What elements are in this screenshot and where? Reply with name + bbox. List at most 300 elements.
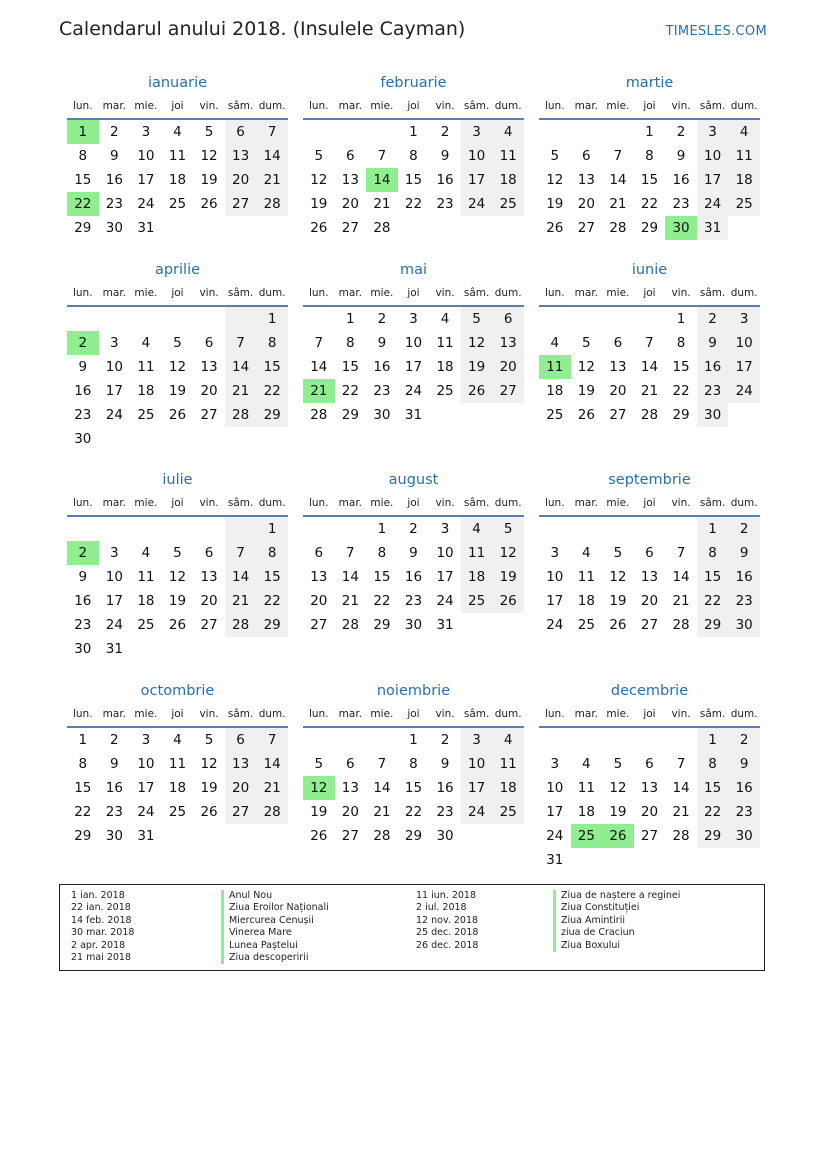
weekday-label: joi <box>643 708 656 720</box>
day-cell: 16 <box>436 172 454 188</box>
day-cell: 17 <box>546 804 564 820</box>
empty-cell <box>256 824 288 848</box>
day-cell: 9 <box>697 331 729 355</box>
weekday-label: lun. <box>72 708 93 720</box>
weekday-label: sâm. <box>227 497 254 509</box>
day-cell: 10 <box>461 752 493 776</box>
day-cell: 20 <box>640 593 659 609</box>
day-cell: 20 <box>492 355 524 379</box>
day-cell: 14 <box>225 565 257 589</box>
weekday-label: vin. <box>435 708 455 720</box>
weekday-header <box>539 94 760 120</box>
day-cell: 22 <box>67 192 99 216</box>
day-cell: 1 <box>346 311 355 327</box>
legend-holiday-date: 11 iun. 2018 <box>416 890 477 901</box>
weekday-label: dum. <box>494 708 522 720</box>
days-grid <box>303 517 524 637</box>
empty-cell <box>256 637 288 661</box>
day-cell: 10 <box>546 569 564 585</box>
days-grid <box>303 728 524 848</box>
day-cell: 9 <box>78 569 88 585</box>
weekday-label: joi <box>407 497 420 509</box>
weekday-label: lun. <box>544 100 565 112</box>
weekday-header <box>303 702 524 728</box>
day-cell: 3 <box>461 728 493 752</box>
day-cell: 16 <box>74 593 92 609</box>
weekday-label: mar. <box>102 100 127 112</box>
weekday-header <box>67 281 288 307</box>
day-cell: 15 <box>256 565 288 589</box>
empty-cell <box>67 307 99 331</box>
day-cell: 22 <box>672 383 690 399</box>
days-grid <box>539 517 760 637</box>
day-cell: 3 <box>461 120 493 144</box>
day-cell: 5 <box>204 732 214 748</box>
weekday-header <box>539 491 760 517</box>
day-cell: 2 <box>67 331 99 355</box>
weekday-label: sâm. <box>699 708 726 720</box>
day-cell: 10 <box>137 756 155 772</box>
empty-cell <box>256 216 288 240</box>
empty-cell <box>193 517 225 541</box>
weekday-label: mie. <box>606 287 630 299</box>
day-cell: 30 <box>105 220 123 236</box>
weekday-label: lun. <box>308 100 329 112</box>
day-cell: 14 <box>256 752 288 776</box>
weekday-label: lun. <box>308 497 329 509</box>
legend-holiday-date: 14 feb. 2018 <box>71 914 132 926</box>
day-cell: 10 <box>461 144 493 168</box>
weekday-label: joi <box>171 708 184 720</box>
legend-holiday-date: 21 mai 2018 <box>71 952 132 964</box>
site-link[interactable]: TIMESLES.COM <box>665 24 767 39</box>
day-cell: 5 <box>461 307 493 331</box>
empty-cell <box>162 216 194 240</box>
day-cell: 25 <box>546 407 564 423</box>
empty-cell <box>162 307 194 331</box>
legend-holiday-date: 22 ian. 2018 <box>71 902 131 914</box>
day-cell: 28 <box>341 617 359 633</box>
empty-cell <box>539 517 571 541</box>
day-cell: 30 <box>436 828 454 844</box>
day-cell: 15 <box>74 172 92 188</box>
day-cell: 3 <box>141 124 151 140</box>
day-cell: 21 <box>225 379 257 403</box>
weekday-label: mar. <box>102 708 127 720</box>
day-cell: 1 <box>256 307 288 331</box>
empty-cell <box>193 216 225 240</box>
days-grid <box>303 120 524 240</box>
day-cell: 12 <box>546 172 564 188</box>
month-ianuarie <box>67 72 288 240</box>
day-cell: 30 <box>697 403 729 427</box>
day-cell: 27 <box>577 220 595 236</box>
weekday-label: joi <box>643 497 656 509</box>
day-cell: 28 <box>640 407 659 423</box>
day-cell: 25 <box>492 800 524 824</box>
empty-cell <box>130 307 162 331</box>
day-cell: 25 <box>728 192 760 216</box>
day-cell: 18 <box>461 565 493 589</box>
weekday-label: dum. <box>258 100 286 112</box>
day-cell: 19 <box>310 196 328 212</box>
empty-cell <box>162 637 194 661</box>
day-cell: 10 <box>546 780 564 796</box>
day-cell: 11 <box>492 752 524 776</box>
weekday-label: joi <box>643 100 656 112</box>
weekday-label: vin. <box>435 287 455 299</box>
day-cell: 26 <box>546 220 564 236</box>
weekday-label: vin. <box>199 287 219 299</box>
day-cell: 7 <box>676 756 686 772</box>
day-cell: 31 <box>137 828 155 844</box>
weekday-label: sâm. <box>227 100 254 112</box>
day-cell: 24 <box>461 800 493 824</box>
day-cell: 23 <box>436 804 454 820</box>
day-cell: 9 <box>440 148 450 164</box>
month-iulie <box>67 469 288 661</box>
day-cell: 1 <box>78 732 88 748</box>
day-cell: 22 <box>256 589 288 613</box>
days-grid <box>539 307 760 427</box>
month-octombrie <box>67 680 288 848</box>
weekday-label: sâm. <box>699 497 726 509</box>
day-cell: 12 <box>200 148 218 164</box>
day-cell: 12 <box>168 569 187 585</box>
day-cell: 16 <box>672 172 690 188</box>
weekday-label: sâm. <box>463 708 490 720</box>
weekday-label: vin. <box>199 100 219 112</box>
legend-names-left <box>221 890 329 964</box>
day-cell: 6 <box>582 148 591 164</box>
day-cell: 22 <box>373 593 391 609</box>
empty-cell <box>256 427 288 451</box>
day-cell: 7 <box>256 120 288 144</box>
day-cell: 3 <box>697 120 729 144</box>
day-cell: 22 <box>404 804 423 820</box>
empty-cell <box>67 517 99 541</box>
day-cell: 19 <box>168 593 187 609</box>
day-cell: 23 <box>672 196 690 212</box>
day-cell: 26 <box>461 379 493 403</box>
day-cell: 6 <box>225 120 257 144</box>
day-cell: 13 <box>225 752 257 776</box>
day-cell: 25 <box>571 824 603 848</box>
empty-cell <box>571 728 603 752</box>
empty-cell <box>429 216 461 240</box>
day-cell: 18 <box>546 383 564 399</box>
day-cell: 24 <box>461 192 493 216</box>
weekday-label: mie. <box>134 287 158 299</box>
empty-cell <box>665 728 697 752</box>
day-cell: 25 <box>168 196 187 212</box>
day-cell: 24 <box>137 196 155 212</box>
weekday-header <box>539 281 760 307</box>
day-cell: 18 <box>436 359 454 375</box>
day-cell: 27 <box>225 192 257 216</box>
day-cell: 10 <box>137 148 155 164</box>
day-cell: 2 <box>728 517 760 541</box>
day-cell: 27 <box>225 800 257 824</box>
month-name: februarie <box>380 75 447 91</box>
day-cell: 15 <box>697 565 729 589</box>
day-cell: 8 <box>377 545 387 561</box>
empty-cell <box>398 216 430 240</box>
legend-holiday-date: 2 apr. 2018 <box>71 939 126 951</box>
weekday-label: lun. <box>544 497 565 509</box>
empty-cell <box>602 120 634 144</box>
weekday-label: mie. <box>134 708 158 720</box>
month-name: august <box>388 472 439 488</box>
day-cell: 21 <box>256 776 288 800</box>
weekday-label: dum. <box>258 287 286 299</box>
weekday-label: sâm. <box>227 708 254 720</box>
day-cell: 7 <box>377 756 387 772</box>
day-cell: 29 <box>74 828 92 844</box>
day-cell: 5 <box>550 148 560 164</box>
day-cell: 2 <box>377 311 387 327</box>
day-cell: 14 <box>609 172 627 188</box>
day-cell: 23 <box>373 383 391 399</box>
day-cell: 20 <box>200 383 218 399</box>
day-cell: 2 <box>110 124 119 140</box>
day-cell: 29 <box>697 824 729 848</box>
day-cell: 14 <box>256 144 288 168</box>
day-cell: 25 <box>168 804 187 820</box>
weekday-label: dum. <box>258 708 286 720</box>
weekday-label: joi <box>407 100 420 112</box>
empty-cell <box>193 637 225 661</box>
day-cell: 18 <box>137 383 155 399</box>
day-cell: 21 <box>640 383 659 399</box>
day-cell: 20 <box>609 383 627 399</box>
day-cell: 15 <box>256 355 288 379</box>
day-cell: 12 <box>168 359 187 375</box>
day-cell: 4 <box>582 756 591 772</box>
day-cell: 22 <box>341 383 359 399</box>
day-cell: 6 <box>225 728 257 752</box>
day-cell: 23 <box>728 800 760 824</box>
weekday-label: mar. <box>102 497 127 509</box>
day-cell: 2 <box>110 732 119 748</box>
day-cell: 10 <box>404 335 423 351</box>
day-cell: 21 <box>672 804 690 820</box>
day-cell: 1 <box>645 124 654 140</box>
day-cell: 17 <box>404 359 423 375</box>
day-cell: 8 <box>697 541 729 565</box>
day-cell: 4 <box>492 728 524 752</box>
weekday-label: joi <box>171 497 184 509</box>
month-mai <box>303 259 524 427</box>
weekday-label: sâm. <box>463 287 490 299</box>
day-cell: 26 <box>577 407 595 423</box>
day-cell: 31 <box>105 641 123 657</box>
day-cell: 29 <box>256 403 288 427</box>
empty-cell <box>492 216 524 240</box>
weekday-label: mar. <box>338 100 363 112</box>
legend-holiday-date: 30 mar. 2018 <box>71 927 135 939</box>
empty-cell <box>461 403 493 427</box>
weekday-header <box>67 491 288 517</box>
day-cell: 23 <box>436 196 454 212</box>
legend-holiday-name: Lunea Paștelui <box>221 940 329 952</box>
weekday-label: mar. <box>574 287 599 299</box>
day-cell: 29 <box>640 220 659 236</box>
empty-cell <box>130 517 162 541</box>
days-grid <box>67 120 288 240</box>
day-cell: 20 <box>225 168 257 192</box>
day-cell: 3 <box>550 756 560 772</box>
month-name: decembrie <box>610 683 689 699</box>
day-cell: 29 <box>341 407 359 423</box>
weekday-label: mie. <box>370 497 394 509</box>
day-cell: 12 <box>461 331 493 355</box>
empty-cell <box>602 307 634 331</box>
day-cell: 23 <box>105 804 123 820</box>
day-cell: 12 <box>492 541 524 565</box>
weekday-label: lun. <box>308 287 329 299</box>
day-cell: 4 <box>728 120 760 144</box>
day-cell: 12 <box>303 776 335 800</box>
legend-holiday-date: 12 nov. 2018 <box>416 914 479 926</box>
empty-cell <box>461 216 493 240</box>
day-cell: 20 <box>577 196 595 212</box>
empty-cell <box>539 307 571 331</box>
day-cell: 14 <box>310 359 328 375</box>
empty-cell <box>461 613 493 637</box>
day-cell: 26 <box>200 196 218 212</box>
day-cell: 20 <box>341 804 359 820</box>
day-cell: 23 <box>105 196 123 212</box>
day-cell: 3 <box>141 732 151 748</box>
empty-cell <box>130 427 162 451</box>
legend-names-right <box>553 890 680 952</box>
day-cell: 28 <box>373 220 391 236</box>
empty-cell <box>461 824 493 848</box>
day-cell: 12 <box>609 780 627 796</box>
day-cell: 18 <box>577 593 595 609</box>
legend-holiday-name: Ziua de naștere a reginei <box>553 890 680 902</box>
day-cell: 23 <box>728 589 760 613</box>
month-septembrie <box>539 469 760 637</box>
day-cell: 6 <box>204 335 214 351</box>
empty-cell <box>193 427 225 451</box>
day-cell: 26 <box>310 828 328 844</box>
day-cell: 11 <box>168 756 187 772</box>
weekday-header <box>539 702 760 728</box>
month-name: iunie <box>631 262 668 278</box>
day-cell: 2 <box>440 732 450 748</box>
day-cell: 13 <box>492 331 524 355</box>
day-cell: 4 <box>141 335 151 351</box>
day-cell: 29 <box>74 220 92 236</box>
empty-cell <box>130 637 162 661</box>
weekday-label: vin. <box>199 497 219 509</box>
day-cell: 24 <box>404 383 423 399</box>
month-noiembrie <box>303 680 524 848</box>
day-cell: 17 <box>137 172 155 188</box>
legend-holiday-name: ziua de Craciun <box>553 927 680 939</box>
empty-cell <box>697 848 729 872</box>
day-cell: 30 <box>404 617 423 633</box>
day-cell: 19 <box>200 172 218 188</box>
weekday-label: dum. <box>258 497 286 509</box>
day-cell: 8 <box>697 752 729 776</box>
day-cell: 28 <box>310 407 328 423</box>
day-cell: 16 <box>436 780 454 796</box>
empty-cell <box>225 637 257 661</box>
day-cell: 17 <box>436 569 454 585</box>
day-cell: 15 <box>697 776 729 800</box>
day-cell: 29 <box>373 617 391 633</box>
day-cell: 31 <box>137 220 155 236</box>
day-cell: 1 <box>697 728 729 752</box>
day-cell: 8 <box>256 331 288 355</box>
empty-cell <box>571 517 603 541</box>
weekday-label: vin. <box>671 100 691 112</box>
day-cell: 18 <box>137 593 155 609</box>
month-iunie <box>539 259 760 427</box>
day-cell: 16 <box>404 569 423 585</box>
day-cell: 31 <box>404 407 423 423</box>
day-cell: 3 <box>728 307 760 331</box>
empty-cell <box>162 517 194 541</box>
day-cell: 2 <box>440 124 450 140</box>
day-cell: 17 <box>461 168 493 192</box>
day-cell: 28 <box>672 828 690 844</box>
day-cell: 30 <box>728 613 760 637</box>
day-cell: 9 <box>728 752 760 776</box>
empty-cell <box>162 427 194 451</box>
legend-holiday-name: Ziua Amintirii <box>553 915 680 927</box>
day-cell: 6 <box>204 545 214 561</box>
empty-cell <box>571 120 603 144</box>
day-cell: 29 <box>697 613 729 637</box>
day-cell: 1 <box>409 732 418 748</box>
day-cell: 23 <box>74 617 92 633</box>
weekday-label: vin. <box>435 497 455 509</box>
day-cell: 10 <box>105 569 123 585</box>
day-cell: 7 <box>314 335 324 351</box>
days-grid <box>67 307 288 451</box>
weekday-label: dum. <box>494 100 522 112</box>
weekday-label: lun. <box>72 100 93 112</box>
empty-cell <box>225 517 257 541</box>
day-cell: 26 <box>602 824 634 848</box>
day-cell: 1 <box>256 517 288 541</box>
day-cell: 16 <box>697 355 729 379</box>
empty-cell <box>99 307 131 331</box>
days-grid <box>303 307 524 427</box>
day-cell: 11 <box>728 144 760 168</box>
empty-cell <box>665 517 697 541</box>
empty-cell <box>225 427 257 451</box>
day-cell: 23 <box>404 593 423 609</box>
day-cell: 8 <box>676 335 686 351</box>
day-cell: 5 <box>582 335 591 351</box>
month-aprilie <box>67 259 288 451</box>
day-cell: 14 <box>373 780 391 796</box>
day-cell: 9 <box>676 148 686 164</box>
empty-cell <box>225 216 257 240</box>
day-cell: 28 <box>256 800 288 824</box>
day-cell: 7 <box>256 728 288 752</box>
day-cell: 21 <box>256 168 288 192</box>
day-cell: 8 <box>78 756 88 772</box>
day-cell: 2 <box>409 521 418 537</box>
day-cell: 13 <box>609 359 627 375</box>
day-cell: 26 <box>492 589 524 613</box>
